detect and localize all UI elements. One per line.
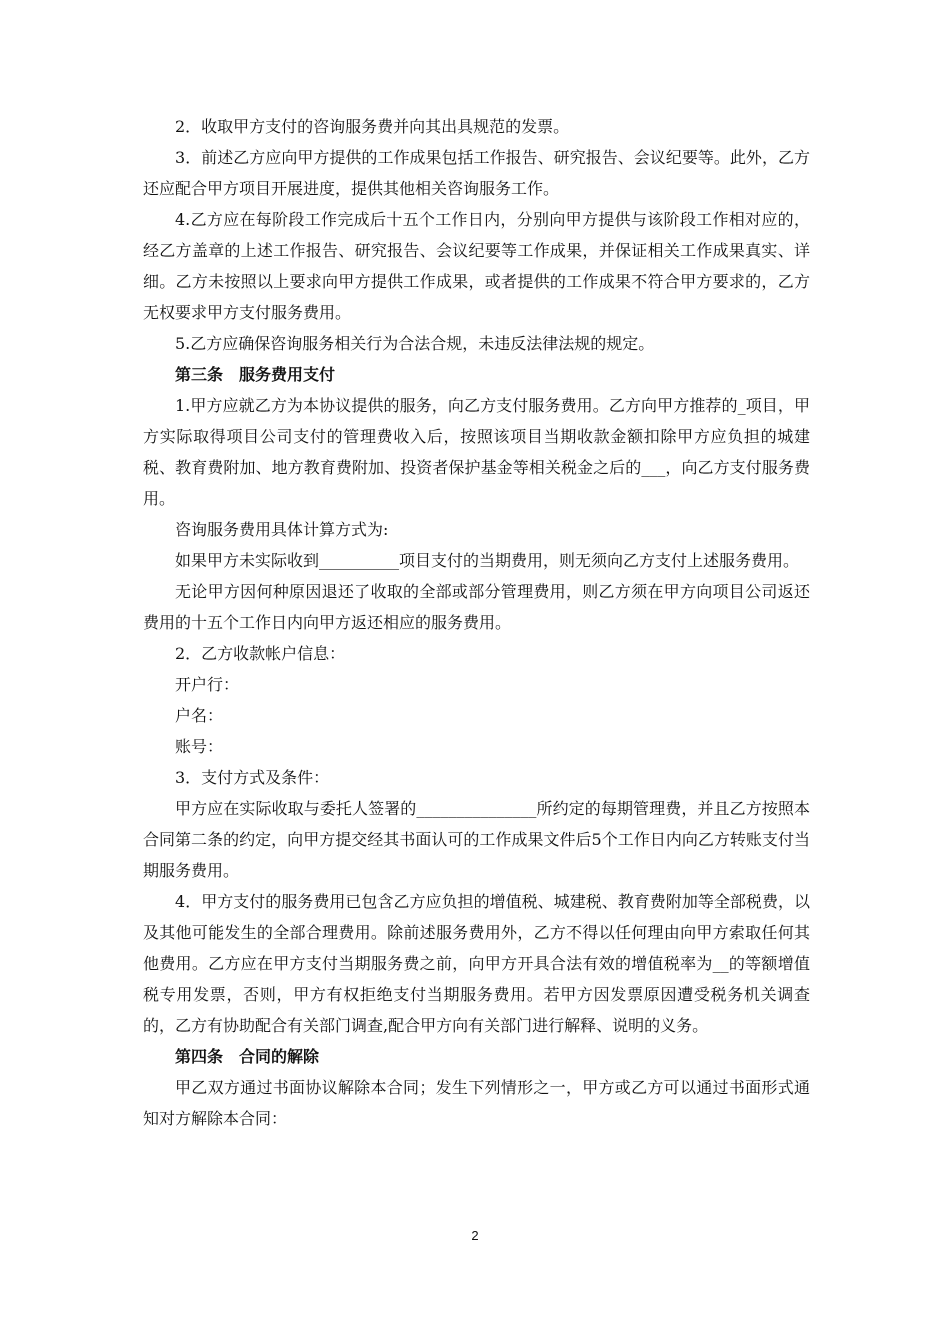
paragraph-obligation-3: 3．前述乙方应向甲方提供的工作成果包括工作报告、研究报告、会议纪要等。此外，乙方还应配合甲方项目开展进度，提供其他相关咨询服务工作。 [143,148,810,198]
paragraph-payment-method: 3．支付方式及条件： [175,768,330,787]
paragraph-payment-terms: 甲方应在实际收取与委托人签署的_______________所约定的每期管理费，并且乙方按照本合同第二条的约定，向甲方提交经其书面认可的工作成果文件后5个工作日内向乙方转账支付当期服务费用。 [143,799,810,880]
section-heading-article-4: 第四条 合同的解除 [175,1047,320,1066]
paragraph-account-number: 账号： [175,737,224,756]
paragraph-fee-condition: 如果甲方未实际收到__________项目支付的当期费用，则无须向乙方支付上述服务费用。 [175,551,800,570]
paragraph-termination: 甲乙双方通过书面协议解除本合同；发生下列情形之一，甲方或乙方可以通过书面形式通知对方解除本合同： [143,1078,810,1128]
paragraph-obligation-2: 2．收取甲方支付的咨询服务费并向其出具规范的发票。 [175,117,570,136]
paragraph-bank: 开户行： [175,675,240,694]
paragraph-tax: 4．甲方支付的服务费用已包含乙方应负担的增值税、城建税、教育费附加等全部税费，以及其他可能发生的全部合理费用。除前述服务费用外，乙方不得以任何理由向甲方索取任何其他费用。乙方应在甲方支付当期服务费之前，向甲方开具合法有效的增值税率为__的等额增值税专用发票，否则，甲方有权拒绝支付当期服务费用。若甲方因发票原因遭受税务机关调查的，乙方有协助配合有关部门调查,配合甲方向有关部门进行解释、说明的义务。 [143,892,810,1035]
paragraph-obligation-4: 4.乙方应在每阶段工作完成后十五个工作日内，分别向甲方提供与该阶段工作相对应的，经乙方盖章的上述工作报告、研究报告、会议纪要等工作成果，并保证相关工作成果真实、详细。乙方未按照以上要求向甲方提供工作成果，或者提供的工作成果不符合甲方要求的，乙方无权要求甲方支付服务费用。 [143,210,810,322]
page-number: 2 [471,1228,479,1243]
paragraph-account-name: 户名： [175,706,224,725]
paragraph-fee-1: 1.甲方应就乙方为本协议提供的服务，向乙方支付服务费用。乙方向甲方推荐的_项目，甲方实际取得项目公司支付的管理费收入后，按照该项目当期收款金额扣除甲方应负担的城建税、教育费附加、地方教育费附加、投资者保护基金等相关税金之后的___，向乙方支付服务费用。 [143,396,810,508]
paragraph-obligation-5: 5.乙方应确保咨询服务相关行为合法合规，未违反法律法规的规定。 [175,334,655,353]
document-body [143,111,810,1134]
section-heading-article-3: 第三条 服务费用支付 [175,365,336,384]
paragraph-fee-calc: 咨询服务费用具体计算方式为: [175,520,389,539]
paragraph-fee-refund: 无论甲方因何种原因退还了收取的全部或部分管理费用，则乙方须在甲方向项目公司返还费用的十五个工作日内向甲方返还相应的服务费用。 [143,582,810,632]
paragraph-account-info: 2．乙方收款帐户信息： [175,644,346,663]
